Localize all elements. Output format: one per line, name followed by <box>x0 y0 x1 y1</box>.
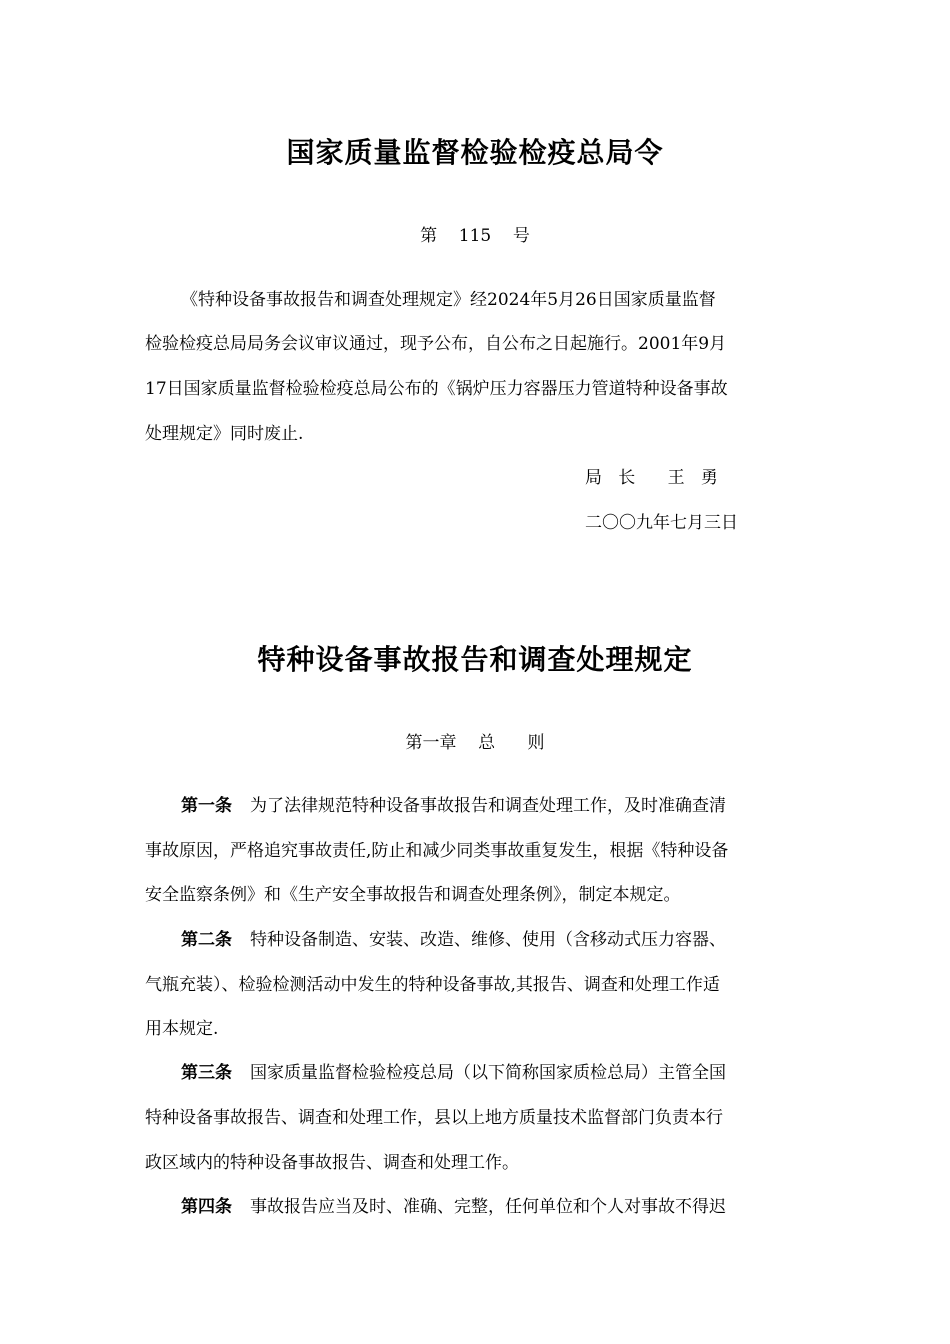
article-label: 第二条 <box>181 930 232 950</box>
article-text-line: 安全监察条例》和《生产安全事故报告和调查处理条例》，制定本规定。 <box>145 885 681 905</box>
regulation-title: 特种设备事故报告和调查处理规定 <box>257 643 693 676</box>
article-2-first-line <box>181 925 810 950</box>
article-text: 特种设备制造、安装、改造、维修、使用（含移动式压力容器、 <box>250 930 726 950</box>
article-label: 第一条 <box>181 796 232 816</box>
article-3-first-line <box>181 1058 810 1083</box>
order-text-line: 检验检疫总局局务会议审议通过，现予公布，自公布之日起施行。2001年9月 <box>145 334 727 354</box>
article-text-line: 用本规定. <box>145 1019 219 1039</box>
article-text-line: 政区域内的特种设备事故报告、调查和处理工作。 <box>145 1153 519 1173</box>
article-text: 为了法律规范特种设备事故报告和调查处理工作，及时准确查清 <box>250 796 726 816</box>
article-text-line: 特种设备事故报告、调查和处理工作，县以上地方质量技术监督部门负责本行 <box>145 1108 723 1128</box>
order-text-line: 《特种设备事故报告和调查处理规定》经2024年5月26日国家质量监督 <box>181 290 716 310</box>
article-1-first-line <box>181 791 810 816</box>
article-text-line: 事故原因，严格追究事故责任,防止和减少同类事故重复发生，根据《特种设备 <box>145 841 729 861</box>
article-text-line: 气瓶充装）、检验检测活动中发生的特种设备事故,其报告、调查和处理工作适 <box>145 975 720 995</box>
article-label: 第四条 <box>181 1197 232 1217</box>
chapter-heading: 第一章 总 则 <box>405 733 545 753</box>
order-number: 第 115 号 <box>420 226 530 246</box>
signing-date: 二〇〇九年七月三日 <box>585 513 738 533</box>
order-title: 国家质量监督检验检疫总局令 <box>286 136 664 169</box>
signer: 局 长 王 勇 <box>585 468 718 488</box>
article-text: 国家质量监督检验检疫总局（以下简称国家质检总局）主管全国 <box>250 1063 726 1083</box>
order-text-line: 处理规定》同时废止. <box>145 424 304 444</box>
article-label: 第三条 <box>181 1063 232 1083</box>
order-text-line: 17日国家质量监督检验检疫总局公布的《锅炉压力容器压力管道特种设备事故 <box>145 379 728 399</box>
article-4-first-line <box>181 1192 810 1217</box>
article-text: 事故报告应当及时、准确、完整，任何单位和个人对事故不得迟 <box>250 1197 726 1217</box>
